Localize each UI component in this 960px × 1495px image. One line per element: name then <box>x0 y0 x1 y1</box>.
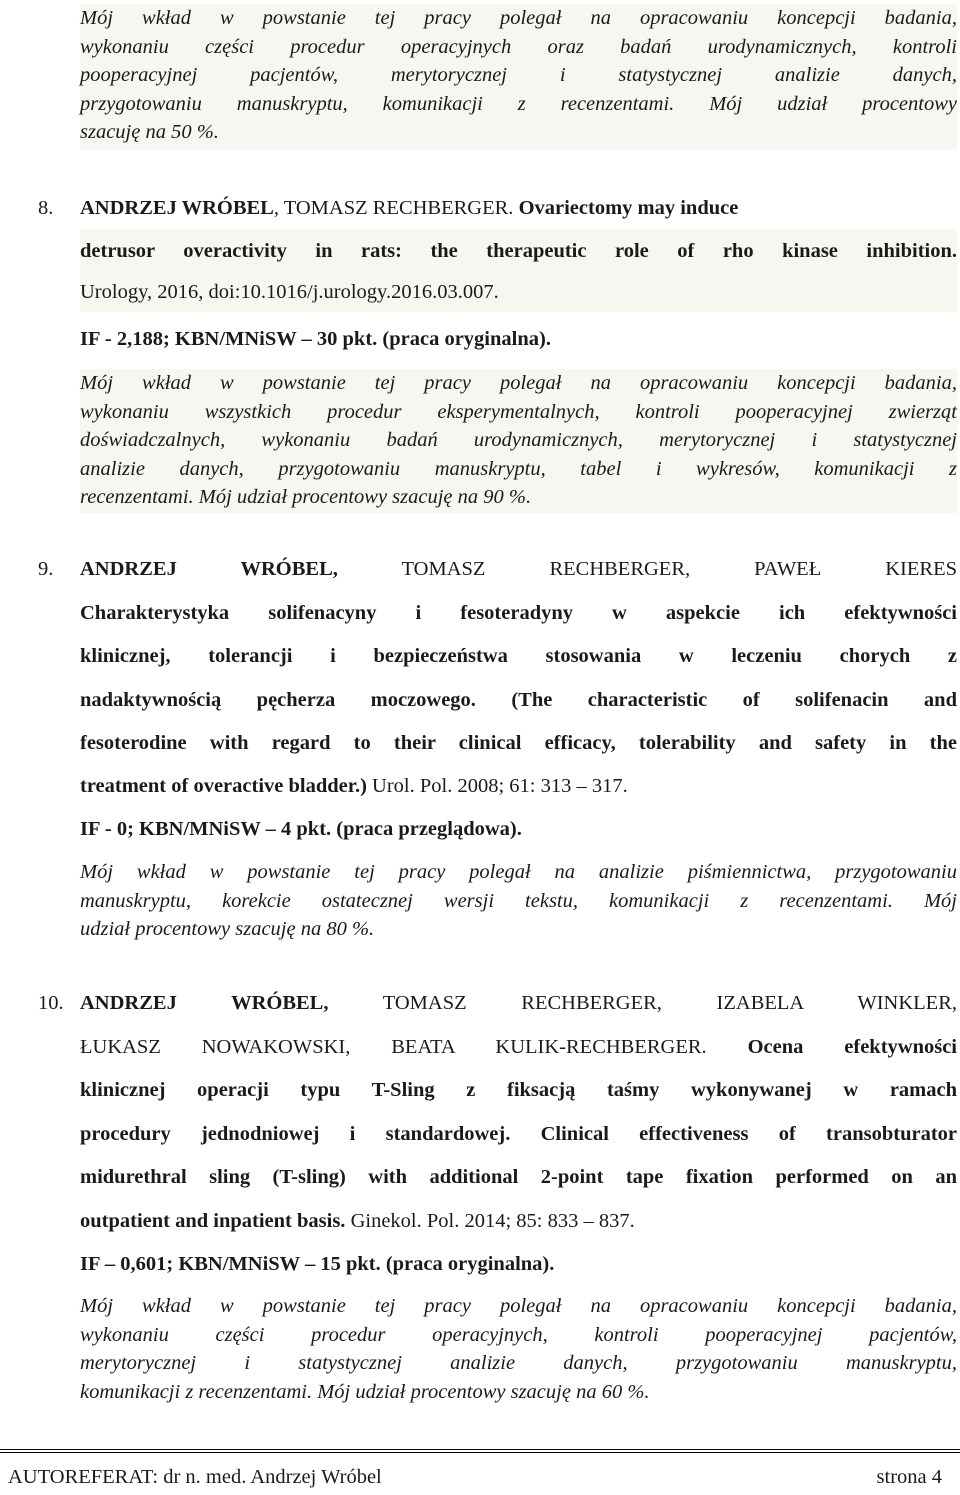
text-line: Mój wkład w powstanie tej pracy polegał na opracowaniu koncepcji badania, <box>80 1295 957 1317</box>
entry-9-title-line: nadaktywnością pęcherza moczowego. (The characteristic of solifenacin and <box>80 689 957 711</box>
entry-9-main-author: ANDRZEJ WRÓBEL, <box>80 558 338 580</box>
entry-8-header <box>80 186 957 230</box>
entry-9-title-line: klinicznej, tolerancji i bezpieczeństwa stosowania w leczeniu chorych z <box>80 645 957 667</box>
entry-8-metrics: IF - 2,188; KBN/MNiSW – 30 pkt. (praca oryginalna). <box>80 328 551 350</box>
text-line: udział procentowy szacuję na 80 %. <box>80 918 375 940</box>
entry-10-citation: Ginekol. Pol. 2014; 85: 833 – 837. <box>345 1210 635 1232</box>
contribution-paragraph-8 <box>80 369 957 513</box>
contribution-paragraph-7 <box>80 4 957 150</box>
entry-10-metrics: IF – 0,601; KBN/MNiSW – 15 pkt. (praca oryginalna). <box>80 1253 555 1275</box>
entry-8-title-start: Ovariectomy may induce <box>518 197 739 219</box>
entry-9-authors <box>80 547 957 591</box>
entry-10-title-line: klinicznej operacji typu T-Sling z fiksacją taśmy wykonywanej w ramach <box>80 1079 957 1101</box>
text-line: wykonaniu części procedur operacyjnych oraz badań urodynamicznych, kontroli <box>80 35 957 58</box>
text-line: komunikacji z recenzentami. Mój udział procentowy szacuję na 60 %. <box>80 1380 650 1403</box>
page-number: strona 4 <box>876 1466 942 1488</box>
text-line: merytorycznej i statystycznej analizie danych, przygotowaniu manuskryptu, <box>80 1352 957 1374</box>
text-line: szacuję na 50 %. <box>80 121 219 143</box>
contribution-paragraph-10 <box>80 1292 957 1408</box>
entry-10-title-start: Ocena efektywności <box>747 1036 957 1058</box>
entry-8-main-author: ANDRZEJ WRÓBEL <box>80 197 274 219</box>
text-line: doświadczalnych, wykonaniu badań urodynamicznych, merytorycznej i statystycznej <box>80 429 957 451</box>
text-line: recenzentami. Mój udział procentowy szacuję na 90 %. <box>80 486 532 508</box>
entry-8-coauthors: , TOMASZ RECHBERGER. <box>273 197 519 219</box>
footer-rule <box>0 1452 960 1453</box>
footer-title: AUTOREFERAT: dr n. med. Andrzej Wróbel <box>8 1466 382 1488</box>
text-line: manuskryptu, korekcie ostatecznej wersji tekstu, komunikacji z recenzentami. Mój <box>80 889 957 912</box>
entry-8-title: detrusor overactivity in rats: the therapeutic role of rho kinase inhibition. <box>80 229 957 273</box>
text-line: Mój wkład w powstanie tej pracy polegał na opracowaniu koncepcji badania, <box>80 372 957 394</box>
entry-10-title-line: midurethral sling (T-sling) with additional 2-point tape fixation performed on an <box>80 1166 957 1188</box>
entry-10-title-line: procedury jednodniowej i standardowej. Clinical effectiveness of transobturator <box>80 1123 957 1145</box>
entry-9-title-end: treatment of overactive bladder.) Urol. Pol. 2008; 61: 313 – 317. <box>80 775 628 797</box>
entry-9-metrics: IF - 0; KBN/MNiSW – 4 pkt. (praca przeglądowa). <box>80 818 522 840</box>
entry-9-coauthors: TOMASZ RECHBERGER, PAWEŁ KIERES <box>337 558 957 580</box>
entry-10-coauthors: TOMASZ RECHBERGER, IZABELA WINKLER, <box>328 992 957 1014</box>
entry-10-title-end: outpatient and inpatient basis. Ginekol. Pol. 2014; 85: 833 – 837. <box>80 1210 635 1232</box>
entry-10-authors-line2: ŁUKASZ NOWAKOWSKI, BEATA KULIK-RECHBERGER. Ocena efektywności <box>80 1036 957 1058</box>
footer-rule <box>0 1449 960 1450</box>
text-line: przygotowaniu manuskryptu, komunikacji z recenzentami. Mój udział procentowy <box>80 92 957 115</box>
entry-9-citation: Urol. Pol. 2008; 61: 313 – 317. <box>366 775 628 797</box>
entry-number-10: 10. <box>38 992 64 1014</box>
entry-number-8: 8. <box>38 197 54 219</box>
text-line: wykonaniu wszystkich procedur eksperymentalnych, kontroli pooperacyjnej zwierząt <box>80 400 957 423</box>
entry-8-citation: Urology, 2016, doi:10.1016/j.urology.2016.03.007. <box>80 272 957 312</box>
contribution-paragraph-9 <box>80 858 957 946</box>
text-line: pooperacyjnej pacjentów, merytorycznej i statystycznej analizie danych, <box>80 64 957 86</box>
text-line: Mój wkład w powstanie tej pracy polegał na opracowaniu koncepcji badania, <box>80 7 957 29</box>
text-line: Mój wkład w powstanie tej pracy polegał na analizie piśmiennictwa, przygotowaniu <box>80 861 957 883</box>
entry-10-authors-line1 <box>80 981 957 1025</box>
entry-number-9: 9. <box>38 558 54 580</box>
entry-9-title-line: Charakterystyka solifenacyny i fesoteradyny w aspekcie ich efektywności <box>80 602 957 624</box>
text-line: analizie danych, przygotowaniu manuskryptu, tabel i wykresów, komunikacji z <box>80 457 957 480</box>
text-line: wykonaniu części procedur operacyjnych, kontroli pooperacyjnej pacjentów, <box>80 1323 957 1346</box>
entry-10-main-author: ANDRZEJ WRÓBEL, <box>80 992 329 1014</box>
entry-9-title-line: fesoterodine with regard to their clinical efficacy, tolerability and safety in the <box>80 732 957 754</box>
